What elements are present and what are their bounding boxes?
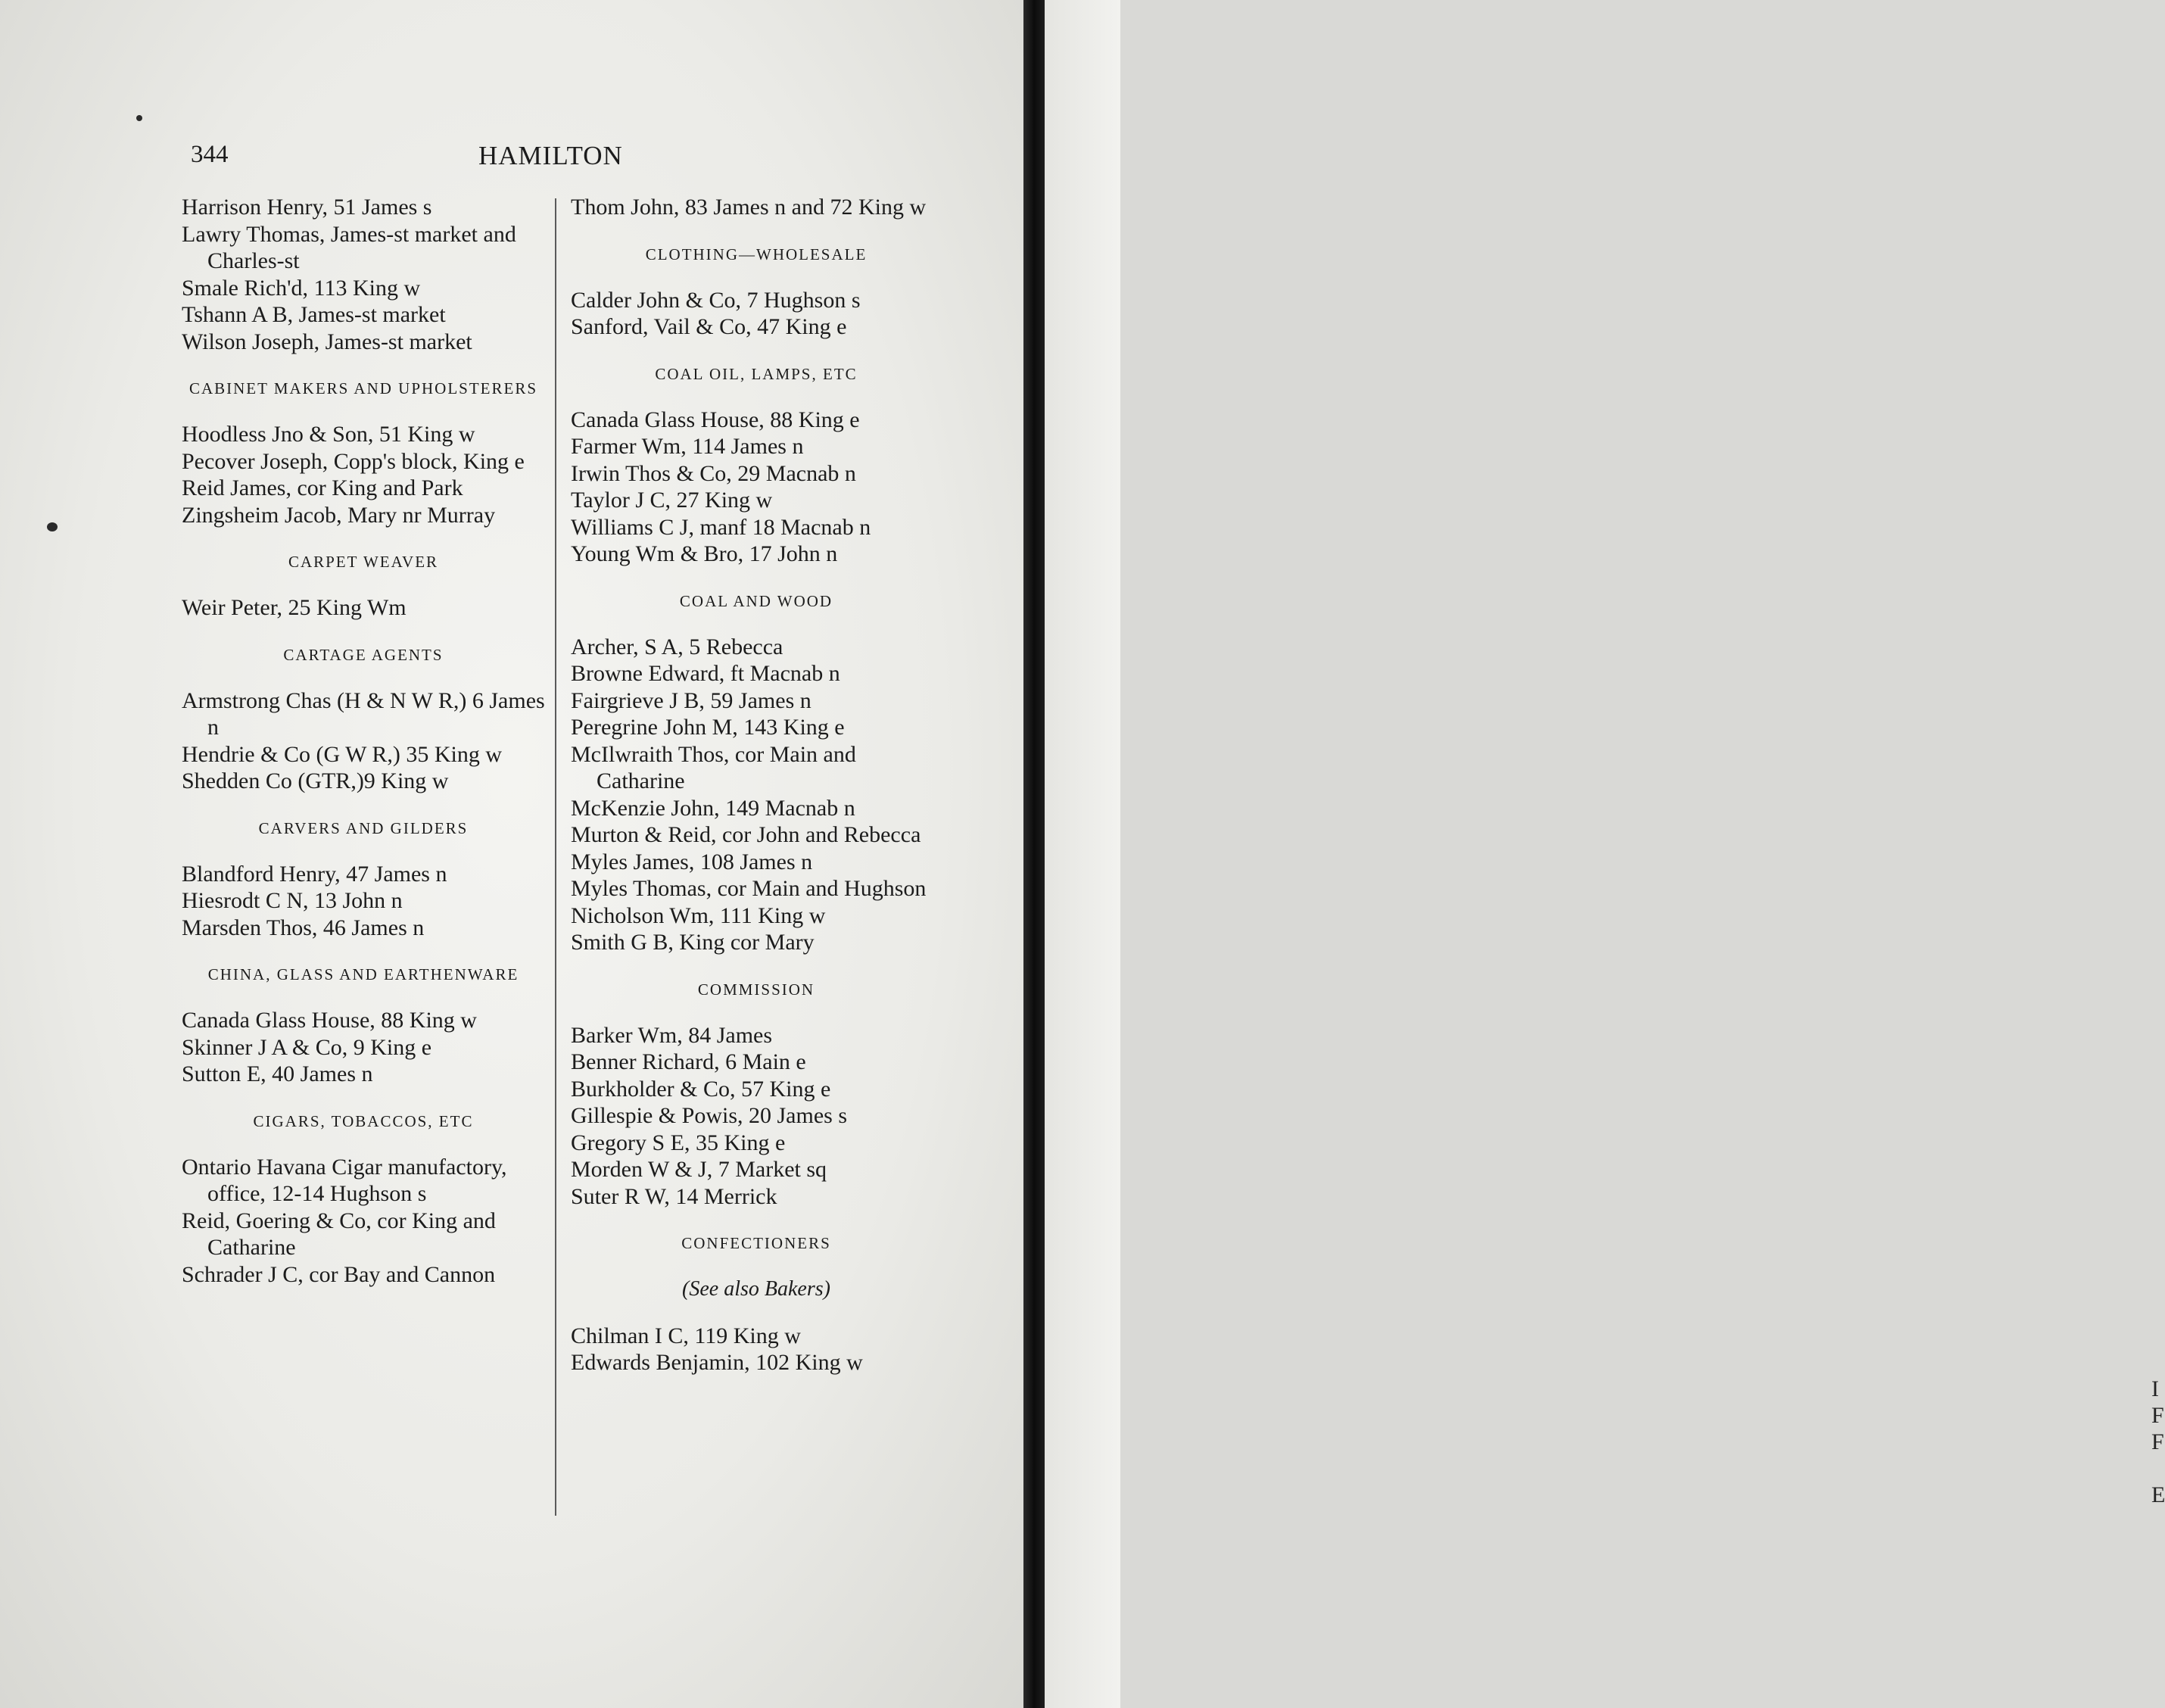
directory-entry: Sutton E, 40 James n <box>182 1061 373 1086</box>
directory-entry: Hiesrodt C N, 13 John n <box>182 888 403 913</box>
directory-entry: Myles Thomas, cor Main and Hughson <box>571 876 927 901</box>
directory-entry: Archer, S A, 5 Rebecca <box>571 634 783 659</box>
directory-entry: Taylor J C, 27 King w <box>571 488 773 513</box>
cross-reference-note: (See also Bakers) <box>682 1277 830 1301</box>
directory-entry: Zingsheim Jacob, Mary nr Murray <box>182 502 496 528</box>
facing-page-letter: I <box>2151 1376 2159 1401</box>
directory-entry: McKenzie John, 149 Macnab n <box>571 795 855 821</box>
directory-entry: Edwards Benjamin, 102 King w <box>571 1350 863 1375</box>
section-heading: COMMISSION <box>697 980 815 999</box>
directory-entry: Thom John, 83 James n and 72 King w <box>571 195 927 220</box>
directory-entry: Benner Richard, 6 Main e <box>571 1049 806 1074</box>
directory-entry: Hendrie & Co (G W R,) 35 King w <box>182 741 503 767</box>
section-heading: CHINA, GLASS AND EARTHENWARE <box>207 965 519 983</box>
directory-entry: Reid, Goering & Co, cor King and Catharine <box>182 1208 496 1260</box>
directory-entry: Nicholson Wm, 111 King w <box>571 902 826 928</box>
facing-page-letter: F <box>2151 1403 2164 1428</box>
directory-entry: Sanford, Vail & Co, 47 King e <box>571 314 847 339</box>
directory-entry: Williams C J, manf 18 Macnab n <box>571 514 871 540</box>
section-heading: CABINET MAKERS AND UPHOLSTERERS <box>188 379 538 397</box>
section-heading: CONFECTIONERS <box>681 1234 831 1252</box>
directory-entry: Suter R W, 14 Merrick <box>571 1183 777 1209</box>
directory-entry: Smale Rich'd, 113 King w <box>182 275 421 301</box>
directory-entry: Young Wm & Bro, 17 John n <box>571 541 838 566</box>
directory-entry: Skinner J A & Co, 9 King e <box>182 1034 432 1060</box>
directory-entry: Morden W & J, 7 Market sq <box>571 1157 827 1182</box>
directory-entry: Canada Glass House, 88 King w <box>182 1008 477 1033</box>
section-heading: CARVERS AND GILDERS <box>258 818 469 837</box>
print-speck <box>47 522 58 531</box>
book-binding-gutter <box>1023 0 1045 1708</box>
section-heading: CIGARS, TOBACCOS, ETC <box>253 1111 474 1130</box>
directory-entry: Burkholder & Co, 57 King e <box>571 1076 831 1102</box>
directory-entry: Smith G B, King cor Mary <box>571 930 815 955</box>
directory-entry: McIlwraith Thos, cor Main and Catharine <box>571 741 856 793</box>
column-divider <box>555 198 556 1516</box>
directory-entry: Hoodless Jno & Son, 51 King w <box>182 422 475 447</box>
print-speck <box>136 115 142 121</box>
section-heading: CARPET WEAVER <box>288 553 439 571</box>
directory-entry: Canada Glass House, 88 King e <box>571 407 860 432</box>
directory-entry: Gillespie & Powis, 20 James s <box>571 1103 847 1128</box>
page-header <box>191 141 630 179</box>
directory-entry: Browne Edward, ft Macnab n <box>571 661 840 686</box>
directory-entry: Murton & Reid, cor John and Rebecca <box>571 822 921 847</box>
directory-entry: Weir Peter, 25 King Wm <box>182 595 407 620</box>
directory-entry: Myles James, 108 James n <box>571 849 813 874</box>
section-heading: COAL OIL, LAMPS, ETC <box>655 364 858 383</box>
directory-entry: Wilson Joseph, James-st market <box>182 329 472 354</box>
section-heading: CLOTHING—WHOLESALE <box>645 245 868 263</box>
directory-entry: Irwin Thos & Co, 29 Macnab n <box>571 460 856 486</box>
directory-entry: Armstrong Chas (H & N W R,) 6 James n <box>182 687 545 740</box>
facing-page-letter: E <box>2151 1482 2165 1507</box>
directory-entry: Harrison Henry, 51 James s <box>182 195 432 220</box>
section-heading: COAL AND WOOD <box>679 591 833 610</box>
directory-entry: Pecover Joseph, Copp's block, King e <box>182 448 525 474</box>
directory-entry: Tshann A B, James-st market <box>182 302 446 327</box>
directory-entry: Marsden Thos, 46 James n <box>182 915 425 940</box>
directory-entry: Ontario Havana Cigar manufactory, office, 12-14 Hughson s <box>182 1154 507 1206</box>
directory-entry: Calder John & Co, 7 Hughson s <box>571 287 861 313</box>
directory-entry: Peregrine John M, 143 King e <box>571 715 845 740</box>
directory-entry: Chilman I C, 119 King w <box>571 1323 801 1348</box>
left-column <box>182 194 545 1288</box>
directory-entry: Farmer Wm, 114 James n <box>571 434 804 459</box>
directory-entry: Reid James, cor King and Park <box>182 475 463 500</box>
directory-entry: Fairgrieve J B, 59 James n <box>571 687 811 713</box>
facing-page-letter: F <box>2151 1429 2164 1454</box>
directory-entry: Schrader J C, cor Bay and Cannon <box>182 1261 496 1287</box>
section-heading: CARTAGE AGENTS <box>283 645 444 664</box>
directory-entry: Barker Wm, 84 James <box>571 1022 773 1048</box>
directory-entry: Shedden Co (GTR,)9 King w <box>182 768 449 793</box>
directory-entry: Lawry Thomas, James-st market and Charles-st <box>182 221 516 273</box>
page-number: 344 <box>191 141 229 168</box>
directory-entry: Blandford Henry, 47 James n <box>182 861 447 887</box>
directory-entry: Gregory S E, 35 King e <box>571 1130 786 1155</box>
running-head: HAMILTON <box>478 141 623 170</box>
right-column <box>571 194 942 1376</box>
facing-page-edge <box>1045 0 2165 1708</box>
